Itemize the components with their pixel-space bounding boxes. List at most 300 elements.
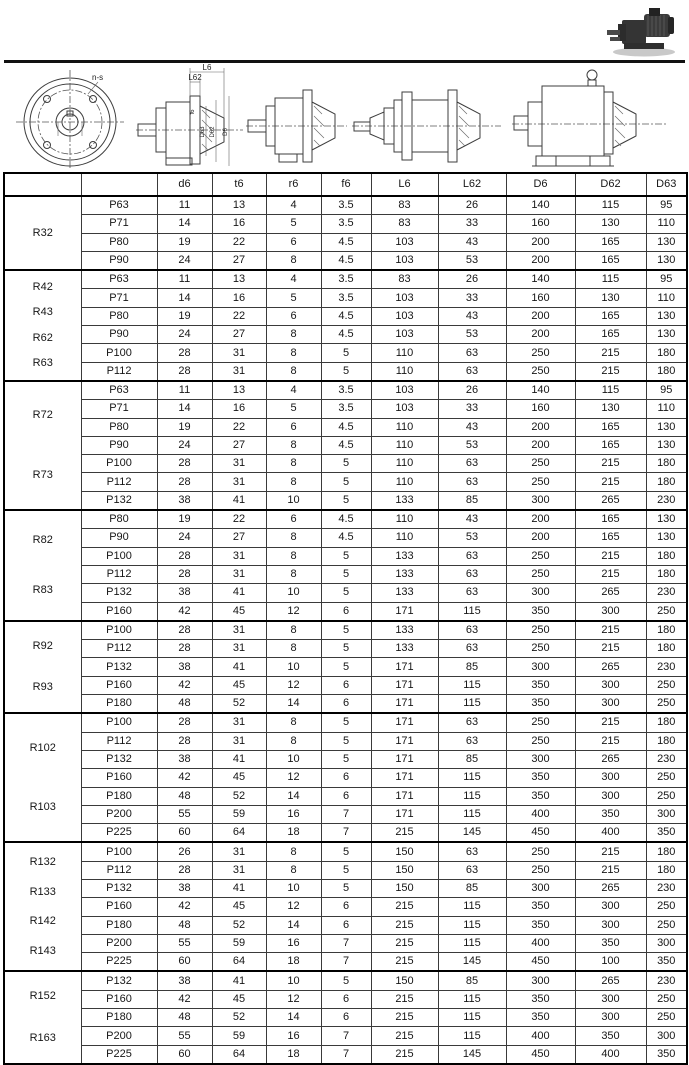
value-cell: 31 [212, 473, 266, 491]
value-cell: 6 [321, 676, 371, 694]
column-header: D6 [506, 173, 575, 196]
table-row [4, 953, 687, 972]
value-cell: 5 [321, 547, 371, 565]
value-cell: 110 [371, 455, 438, 473]
value-cell: 171 [371, 658, 438, 676]
model-cell: P160 [81, 898, 157, 916]
value-cell: 12 [266, 898, 321, 916]
value-cell: 48 [157, 787, 212, 805]
value-cell: 52 [212, 1009, 266, 1027]
model-cell: P180 [81, 916, 157, 934]
series-label: R93 [32, 681, 53, 694]
model-cell: P132 [81, 491, 157, 510]
value-cell: 10 [266, 750, 321, 768]
value-cell: 28 [157, 861, 212, 879]
value-cell: 215 [371, 1045, 438, 1064]
column-header [4, 173, 81, 196]
value-cell: 230 [646, 971, 687, 990]
value-cell: 38 [157, 879, 212, 897]
value-cell: 5 [321, 732, 371, 750]
value-cell: 215 [575, 713, 646, 732]
model-cell: P100 [81, 547, 157, 565]
value-cell: 63 [438, 473, 506, 491]
value-cell: 31 [212, 861, 266, 879]
value-cell: 14 [157, 289, 212, 307]
value-cell: 215 [575, 473, 646, 491]
value-cell: 300 [506, 491, 575, 510]
value-cell: 18 [266, 824, 321, 843]
value-cell: 31 [212, 362, 266, 381]
value-cell: 63 [438, 732, 506, 750]
column-header: f6 [321, 173, 371, 196]
value-cell: 33 [438, 400, 506, 418]
value-cell: 95 [646, 381, 687, 400]
value-cell: 60 [157, 824, 212, 843]
value-cell: 133 [371, 547, 438, 565]
value-cell: 63 [438, 842, 506, 861]
column-header: D63 [646, 173, 687, 196]
dim-D6-label: D6 [223, 128, 229, 136]
model-cell: P160 [81, 769, 157, 787]
value-cell: 18 [266, 1045, 321, 1064]
value-cell: 41 [212, 584, 266, 602]
value-cell: 5 [321, 842, 371, 861]
value-cell: 8 [266, 732, 321, 750]
value-cell: 300 [575, 676, 646, 694]
value-cell: 300 [506, 750, 575, 768]
value-cell: 150 [371, 879, 438, 897]
value-cell: 171 [371, 713, 438, 732]
model-cell: P100 [81, 713, 157, 732]
value-cell: 26 [157, 842, 212, 861]
value-cell: 38 [157, 491, 212, 510]
value-cell: 31 [212, 621, 266, 640]
value-cell: 6 [266, 510, 321, 529]
value-cell: 103 [371, 307, 438, 325]
value-cell: 215 [371, 824, 438, 843]
value-cell: 110 [371, 529, 438, 547]
value-cell: 5 [321, 879, 371, 897]
model-cell: P112 [81, 861, 157, 879]
value-cell: 3.5 [321, 270, 371, 289]
value-cell: 85 [438, 750, 506, 768]
value-cell: 115 [438, 916, 506, 934]
top-divider [4, 60, 685, 63]
value-cell: 400 [506, 934, 575, 952]
series-group-cell [4, 381, 81, 510]
column-header: L62 [438, 173, 506, 196]
value-cell: 110 [371, 418, 438, 436]
value-cell: 4 [266, 381, 321, 400]
value-cell: 230 [646, 658, 687, 676]
value-cell: 6 [321, 695, 371, 714]
value-cell: 59 [212, 805, 266, 823]
value-cell: 215 [371, 898, 438, 916]
value-cell: 180 [646, 640, 687, 658]
value-cell: 200 [506, 436, 575, 454]
model-cell: P63 [81, 196, 157, 215]
value-cell: 24 [157, 529, 212, 547]
model-cell: P63 [81, 381, 157, 400]
model-cell: P225 [81, 953, 157, 972]
value-cell: 265 [575, 879, 646, 897]
value-cell: 83 [371, 270, 438, 289]
value-cell: 8 [266, 362, 321, 381]
model-cell: P112 [81, 473, 157, 491]
value-cell: 171 [371, 676, 438, 694]
value-cell: 7 [321, 1027, 371, 1045]
value-cell: 145 [438, 953, 506, 972]
value-cell: 85 [438, 971, 506, 990]
value-cell: 350 [506, 602, 575, 621]
value-cell: 14 [266, 695, 321, 714]
value-cell: 6 [321, 769, 371, 787]
column-header: r6 [266, 173, 321, 196]
value-cell: 11 [157, 196, 212, 215]
value-cell: 38 [157, 584, 212, 602]
series-label: R163 [29, 1032, 56, 1045]
value-cell: 43 [438, 510, 506, 529]
value-cell: 6 [266, 233, 321, 251]
value-cell: 8 [266, 344, 321, 362]
value-cell: 5 [321, 658, 371, 676]
value-cell: 24 [157, 326, 212, 344]
table-row [4, 547, 687, 565]
table-row [4, 362, 687, 381]
value-cell: 85 [438, 879, 506, 897]
value-cell: 150 [371, 971, 438, 990]
table-row [4, 529, 687, 547]
value-cell: 230 [646, 584, 687, 602]
series-label: R32 [32, 226, 53, 239]
value-cell: 215 [371, 1009, 438, 1027]
value-cell: 180 [646, 547, 687, 565]
value-cell: 63 [438, 455, 506, 473]
value-cell: 115 [575, 270, 646, 289]
value-cell: 42 [157, 602, 212, 621]
series-label: R43 [32, 306, 53, 319]
value-cell: 53 [438, 436, 506, 454]
table-row [4, 713, 687, 732]
value-cell: 115 [438, 602, 506, 621]
value-cell: 103 [371, 289, 438, 307]
value-cell: 27 [212, 326, 266, 344]
value-cell: 31 [212, 455, 266, 473]
value-cell: 12 [266, 602, 321, 621]
model-cell: P71 [81, 400, 157, 418]
value-cell: 350 [506, 769, 575, 787]
value-cell: 250 [646, 898, 687, 916]
table-header [4, 173, 687, 196]
value-cell: 64 [212, 824, 266, 843]
table-row [4, 879, 687, 897]
value-cell: 85 [438, 491, 506, 510]
value-cell: 133 [371, 621, 438, 640]
table-row [4, 676, 687, 694]
value-cell: 400 [575, 824, 646, 843]
value-cell: 250 [646, 787, 687, 805]
table-row [4, 732, 687, 750]
column-header [81, 173, 157, 196]
value-cell: 8 [266, 251, 321, 270]
value-cell: 103 [371, 400, 438, 418]
value-cell: 7 [321, 824, 371, 843]
value-cell: 19 [157, 307, 212, 325]
model-cell: P100 [81, 621, 157, 640]
value-cell: 115 [438, 805, 506, 823]
value-cell: 28 [157, 640, 212, 658]
value-cell: 41 [212, 879, 266, 897]
value-cell: 27 [212, 529, 266, 547]
column-header: d6 [157, 173, 212, 196]
value-cell: 110 [646, 215, 687, 233]
value-cell: 133 [371, 491, 438, 510]
model-cell: P200 [81, 934, 157, 952]
table-row [4, 270, 687, 289]
value-cell: 60 [157, 1045, 212, 1064]
value-cell: 250 [506, 732, 575, 750]
value-cell: 115 [438, 990, 506, 1008]
value-cell: 350 [506, 990, 575, 1008]
value-cell: 215 [575, 362, 646, 381]
value-cell: 5 [266, 400, 321, 418]
model-cell: P132 [81, 879, 157, 897]
value-cell: 180 [646, 565, 687, 583]
value-cell: 130 [646, 251, 687, 270]
table-row [4, 344, 687, 362]
value-cell: 11 [157, 381, 212, 400]
value-cell: 103 [371, 326, 438, 344]
value-cell: 31 [212, 842, 266, 861]
model-cell: P90 [81, 436, 157, 454]
value-cell: 160 [506, 289, 575, 307]
value-cell: 250 [646, 769, 687, 787]
value-cell: 28 [157, 473, 212, 491]
value-cell: 8 [266, 473, 321, 491]
value-cell: 18 [266, 953, 321, 972]
value-cell: 5 [266, 215, 321, 233]
value-cell: 300 [575, 769, 646, 787]
value-cell: 265 [575, 971, 646, 990]
value-cell: 250 [506, 565, 575, 583]
value-cell: 14 [157, 400, 212, 418]
value-cell: 110 [371, 473, 438, 491]
value-cell: 115 [575, 196, 646, 215]
table-row [4, 326, 687, 344]
value-cell: 4.5 [321, 326, 371, 344]
value-cell: 400 [575, 1045, 646, 1064]
model-cell: P160 [81, 676, 157, 694]
value-cell: 350 [575, 1027, 646, 1045]
value-cell: 110 [371, 344, 438, 362]
value-cell: 13 [212, 381, 266, 400]
model-cell: P200 [81, 1027, 157, 1045]
value-cell: 165 [575, 436, 646, 454]
value-cell: 171 [371, 695, 438, 714]
series-label: R133 [29, 885, 56, 898]
value-cell: 42 [157, 990, 212, 1008]
value-cell: 3.5 [321, 381, 371, 400]
value-cell: 3.5 [321, 289, 371, 307]
shaft-input-side-view-drawing [352, 64, 502, 171]
value-cell: 350 [575, 805, 646, 823]
value-cell: 14 [157, 215, 212, 233]
value-cell: 115 [438, 695, 506, 714]
table-row [4, 584, 687, 602]
value-cell: 5 [321, 473, 371, 491]
value-cell: 180 [646, 713, 687, 732]
value-cell: 300 [506, 879, 575, 897]
value-cell: 5 [321, 344, 371, 362]
value-cell: 200 [506, 529, 575, 547]
value-cell: 16 [212, 215, 266, 233]
series-label: R82 [32, 533, 53, 546]
value-cell: 300 [575, 990, 646, 1008]
model-cell: P200 [81, 805, 157, 823]
value-cell: 19 [157, 418, 212, 436]
table-row [4, 658, 687, 676]
value-cell: 27 [212, 436, 266, 454]
value-cell: 265 [575, 491, 646, 510]
model-cell: P132 [81, 971, 157, 990]
table-row [4, 695, 687, 714]
value-cell: 5 [321, 491, 371, 510]
value-cell: 3.5 [321, 215, 371, 233]
value-cell: 250 [646, 990, 687, 1008]
value-cell: 45 [212, 602, 266, 621]
value-cell: 180 [646, 732, 687, 750]
value-cell: 28 [157, 455, 212, 473]
value-cell: 28 [157, 547, 212, 565]
value-cell: 22 [212, 510, 266, 529]
series-label: R83 [32, 584, 53, 597]
value-cell: 41 [212, 658, 266, 676]
value-cell: 63 [438, 584, 506, 602]
table-row [4, 510, 687, 529]
table-row [4, 233, 687, 251]
value-cell: 31 [212, 547, 266, 565]
value-cell: 215 [371, 990, 438, 1008]
table-row [4, 824, 687, 843]
value-cell: 22 [212, 418, 266, 436]
value-cell: 215 [371, 916, 438, 934]
foot-mounted-side-view-drawing [512, 64, 668, 171]
value-cell: 95 [646, 196, 687, 215]
value-cell: 14 [266, 787, 321, 805]
value-cell: 6 [321, 990, 371, 1008]
value-cell: 215 [575, 640, 646, 658]
value-cell: 52 [212, 695, 266, 714]
value-cell: 171 [371, 787, 438, 805]
table-row [4, 215, 687, 233]
value-cell: 10 [266, 491, 321, 510]
value-cell: 450 [506, 1045, 575, 1064]
value-cell: 115 [438, 1009, 506, 1027]
value-cell: 42 [157, 769, 212, 787]
value-cell: 215 [575, 455, 646, 473]
value-cell: 26 [438, 381, 506, 400]
value-cell: 150 [371, 861, 438, 879]
value-cell: 110 [646, 400, 687, 418]
value-cell: 64 [212, 953, 266, 972]
value-cell: 100 [575, 953, 646, 972]
value-cell: 55 [157, 934, 212, 952]
series-group-cell [4, 971, 81, 1063]
series-group-cell [4, 270, 81, 381]
value-cell: 350 [506, 1009, 575, 1027]
table-row [4, 307, 687, 325]
value-cell: 63 [438, 362, 506, 381]
model-cell: P132 [81, 584, 157, 602]
value-cell: 48 [157, 695, 212, 714]
value-cell: 38 [157, 750, 212, 768]
value-cell: 230 [646, 491, 687, 510]
value-cell: 115 [438, 787, 506, 805]
value-cell: 300 [646, 1027, 687, 1045]
value-cell: 24 [157, 436, 212, 454]
value-cell: 130 [646, 529, 687, 547]
model-cell: P80 [81, 307, 157, 325]
table-row [4, 473, 687, 491]
model-cell: P112 [81, 732, 157, 750]
model-cell: P112 [81, 565, 157, 583]
value-cell: 45 [212, 990, 266, 1008]
value-cell: 22 [212, 233, 266, 251]
value-cell: 230 [646, 750, 687, 768]
value-cell: 19 [157, 233, 212, 251]
value-cell: 400 [506, 805, 575, 823]
value-cell: 8 [266, 529, 321, 547]
value-cell: 8 [266, 565, 321, 583]
model-cell: P132 [81, 658, 157, 676]
model-cell: P132 [81, 750, 157, 768]
value-cell: 265 [575, 750, 646, 768]
value-cell: 180 [646, 842, 687, 861]
value-cell: 28 [157, 621, 212, 640]
series-label: R132 [29, 856, 56, 869]
value-cell: 165 [575, 510, 646, 529]
value-cell: 140 [506, 381, 575, 400]
value-cell: 250 [506, 473, 575, 491]
dim-L62-label: L62 [188, 73, 202, 82]
value-cell: 63 [438, 565, 506, 583]
value-cell: 48 [157, 1009, 212, 1027]
value-cell: 300 [506, 584, 575, 602]
table-row [4, 805, 687, 823]
value-cell: 300 [646, 934, 687, 952]
value-cell: 4.5 [321, 436, 371, 454]
value-cell: 53 [438, 251, 506, 270]
table-row [4, 842, 687, 861]
value-cell: 4.5 [321, 233, 371, 251]
table-body [4, 196, 687, 1064]
series-label: R62 [32, 331, 53, 344]
table-row [4, 251, 687, 270]
value-cell: 250 [506, 640, 575, 658]
value-cell: 16 [266, 1027, 321, 1045]
value-cell: 130 [575, 400, 646, 418]
value-cell: 10 [266, 658, 321, 676]
table-row [4, 455, 687, 473]
value-cell: 41 [212, 971, 266, 990]
table-row [4, 491, 687, 510]
value-cell: 52 [212, 787, 266, 805]
value-cell: 130 [646, 307, 687, 325]
value-cell: 26 [438, 196, 506, 215]
model-cell: P180 [81, 1009, 157, 1027]
value-cell: 103 [371, 381, 438, 400]
value-cell: 115 [575, 381, 646, 400]
